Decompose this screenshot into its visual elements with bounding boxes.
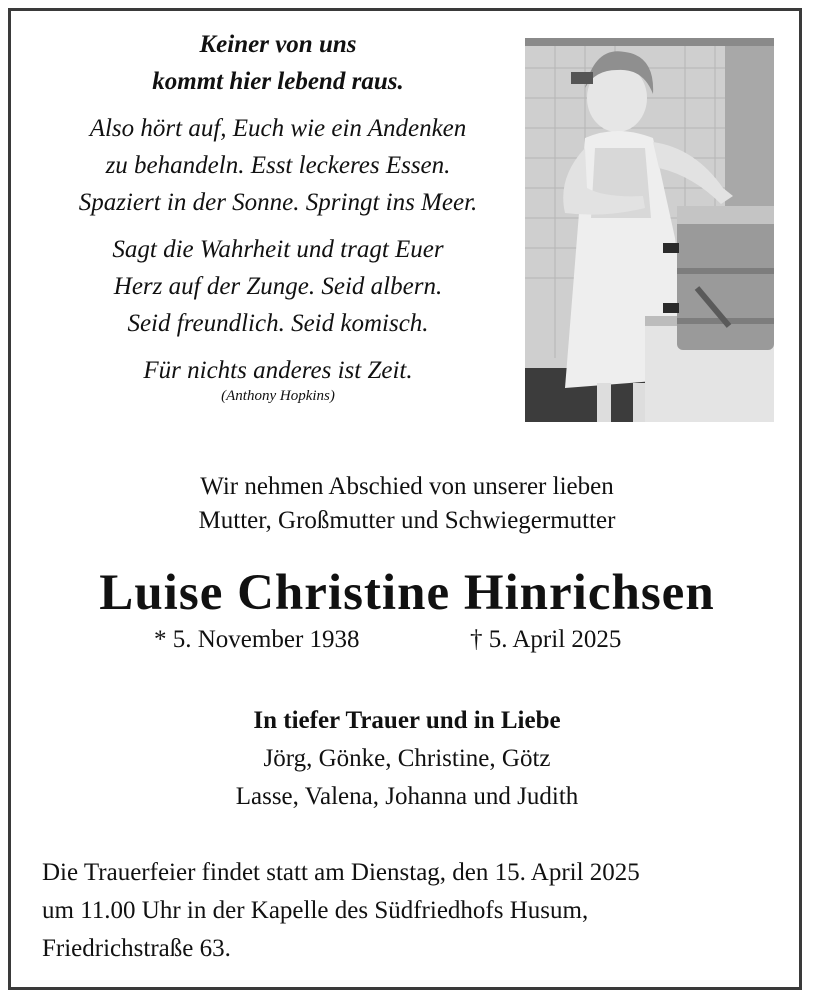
quote-line: Spaziert in der Sonne. Springt ins Meer. [78,189,478,216]
mourners-block [0,702,814,816]
quote-line: Herz auf der Zunge. Seid albern. [113,273,443,300]
portrait-photo-icon [525,38,774,422]
quote-heading [28,26,528,100]
farewell-line: Mutter, Großmutter und Schwiegermutter [198,507,616,534]
quote-line: zu behandeln. Esst leckeres Essen. [105,152,451,179]
death-date: † 5. April 2025 [470,626,622,653]
quote-stanza-2 [28,231,528,342]
quote-block [28,26,528,405]
quote-line: kommt hier lebend raus. [152,68,404,95]
quote-line: Sagt die Wahrheit und tragt Euer [112,236,444,263]
quote-line: Keiner von uns [199,31,357,58]
mourners-line: Jörg, Gönke, Christine, Götz [263,745,551,772]
birth-date: * 5. November 1938 [154,626,360,653]
service-line: um 11.00 Uhr in der Kapelle des Südfriedhofs Husum, [42,897,589,924]
quote-line: Seid freundlich. Seid komisch. [127,310,429,337]
mourners-lead: In tiefer Trauer und in Liebe [253,707,561,734]
service-line: Friedrichstraße 63. [42,935,231,962]
mourners-line: Lasse, Valena, Johanna und Judith [235,783,579,810]
farewell-text [0,470,814,538]
quote-author: (Anthony Hopkins) [221,388,335,404]
quote-line: Also hört auf, Euch wie ein Andenken [89,115,467,142]
quote-closing: Für nichts anderes ist Zeit. [143,357,413,384]
farewell-line: Wir nehmen Abschied von unserer lieben [200,473,614,500]
quote-stanza-1 [28,110,528,221]
service-line: Die Trauerfeier findet statt am Dienstag, den 15. April 2025 [42,859,640,886]
deceased-name: Luise Christine Hinrichsen [99,565,715,621]
service-info [42,854,782,968]
